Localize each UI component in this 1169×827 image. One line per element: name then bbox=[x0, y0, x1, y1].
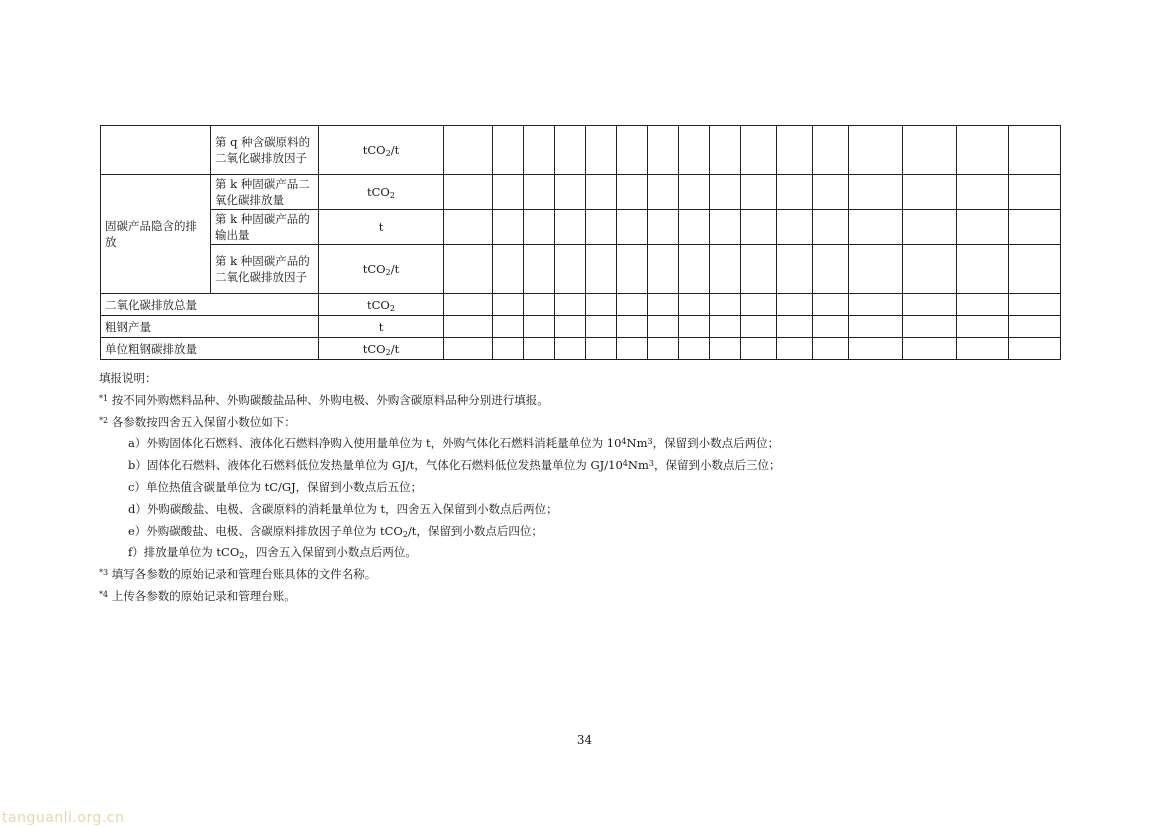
value-cell[interactable] bbox=[903, 245, 957, 294]
parameter-cell: 第 k 种固碳产品二氧化碳排放量 bbox=[211, 175, 319, 210]
value-cell[interactable] bbox=[617, 175, 648, 210]
value-cell[interactable] bbox=[957, 175, 1009, 210]
value-cell[interactable] bbox=[1009, 294, 1061, 316]
value-cell[interactable] bbox=[524, 338, 555, 360]
value-cell[interactable] bbox=[741, 245, 777, 294]
value-cell[interactable] bbox=[648, 338, 679, 360]
value-cell[interactable] bbox=[524, 316, 555, 338]
value-cell[interactable] bbox=[849, 316, 903, 338]
value-cell[interactable] bbox=[648, 316, 679, 338]
value-cell[interactable] bbox=[710, 126, 741, 175]
note-4: $^{*4}$ 上传各参数的原始记录和管理台账。 bbox=[99, 588, 296, 603]
value-cell[interactable] bbox=[555, 245, 586, 294]
value-cell[interactable] bbox=[849, 210, 903, 245]
table-row bbox=[101, 175, 1061, 210]
value-cell[interactable] bbox=[903, 175, 957, 210]
value-cell[interactable] bbox=[555, 316, 586, 338]
unit-cell: tCO$_2$/t bbox=[319, 338, 444, 360]
value-cell[interactable] bbox=[617, 294, 648, 316]
value-cell[interactable] bbox=[903, 126, 957, 175]
value-cell[interactable] bbox=[586, 210, 617, 245]
value-cell[interactable] bbox=[849, 126, 903, 175]
note-2-item-b: b）固体化石燃料、液体化石燃料低位发热量单位为 GJ/t，气体化石燃料低位发热量单位为 $GJ/10^4Nm^3$，保留到小数点后三位； bbox=[128, 458, 781, 473]
unit-cell: tCO$_2$/t bbox=[319, 245, 444, 294]
emissions-data-table bbox=[100, 125, 1061, 360]
value-cell[interactable] bbox=[813, 294, 849, 316]
value-cell[interactable] bbox=[813, 210, 849, 245]
value-cell[interactable] bbox=[710, 294, 741, 316]
value-cell[interactable] bbox=[524, 126, 555, 175]
value-cell[interactable] bbox=[903, 210, 957, 245]
value-cell[interactable] bbox=[741, 126, 777, 175]
category-cell: 固碳产品隐含的排放 bbox=[101, 175, 211, 294]
value-cell[interactable] bbox=[444, 175, 493, 210]
unit-cell: tCO$_2$ bbox=[319, 175, 444, 210]
value-cell[interactable] bbox=[524, 210, 555, 245]
unit-cell: tCO$_2$/t bbox=[319, 126, 444, 175]
value-cell[interactable] bbox=[586, 245, 617, 294]
value-cell[interactable] bbox=[710, 316, 741, 338]
table-row bbox=[101, 316, 1061, 338]
category-cell bbox=[101, 126, 211, 175]
value-cell[interactable] bbox=[493, 294, 524, 316]
value-cell[interactable] bbox=[777, 175, 813, 210]
value-cell[interactable] bbox=[957, 294, 1009, 316]
value-cell[interactable] bbox=[1009, 126, 1061, 175]
table-row bbox=[101, 126, 1061, 175]
note-2-item-a: a）外购固体化石燃料、液体化石燃料净购入使用量单位为 t，外购气体化石燃料消耗量单位为 $10^4Nm^3$，保留到小数点后两位； bbox=[128, 436, 780, 451]
value-cell[interactable] bbox=[777, 210, 813, 245]
category-cell: 粗钢产量 bbox=[101, 316, 319, 338]
value-cell[interactable] bbox=[777, 294, 813, 316]
value-cell[interactable] bbox=[903, 294, 957, 316]
unit-cell: t bbox=[319, 210, 444, 245]
value-cell[interactable] bbox=[493, 245, 524, 294]
value-cell[interactable] bbox=[524, 294, 555, 316]
watermark: tanguanli.org.cn bbox=[2, 810, 125, 826]
value-cell[interactable] bbox=[957, 126, 1009, 175]
value-cell[interactable] bbox=[903, 316, 957, 338]
page-number: 34 bbox=[576, 733, 593, 747]
table-row bbox=[101, 210, 1061, 245]
value-cell[interactable] bbox=[679, 245, 710, 294]
value-cell[interactable] bbox=[679, 294, 710, 316]
value-cell[interactable] bbox=[903, 338, 957, 360]
value-cell[interactable] bbox=[679, 175, 710, 210]
table-row bbox=[101, 294, 1061, 316]
value-cell[interactable] bbox=[586, 126, 617, 175]
table-row bbox=[101, 338, 1061, 360]
value-cell[interactable] bbox=[493, 126, 524, 175]
note-2: $^{*2}$ 各参数按四舍五入保留小数位如下： bbox=[99, 414, 296, 429]
category-cell: 二氧化碳排放总量 bbox=[101, 294, 319, 316]
unit-cell: tCO$_2$ bbox=[319, 294, 444, 316]
value-cell[interactable] bbox=[741, 338, 777, 360]
value-cell[interactable] bbox=[679, 126, 710, 175]
value-cell[interactable] bbox=[741, 175, 777, 210]
note-2-item-d: d）外购碳酸盐、电极、含碳原料的消耗量单位为 t，四舍五入保留到小数点后两位； bbox=[128, 501, 558, 516]
value-cell[interactable] bbox=[813, 316, 849, 338]
note-1: $^{*1}$ 按不同外购燃料品种、外购碳酸盐品种、外购电极、外购含碳原料品种分别进行填报。 bbox=[99, 392, 549, 407]
value-cell[interactable] bbox=[679, 316, 710, 338]
value-cell[interactable] bbox=[493, 316, 524, 338]
value-cell[interactable] bbox=[648, 294, 679, 316]
value-cell[interactable] bbox=[524, 245, 555, 294]
value-cell[interactable] bbox=[586, 316, 617, 338]
note-3: $^{*3}$ 填写各参数的原始记录和管理台账具体的文件名称。 bbox=[99, 567, 377, 582]
value-cell[interactable] bbox=[648, 210, 679, 245]
value-cell[interactable] bbox=[1009, 338, 1061, 360]
value-cell[interactable] bbox=[586, 338, 617, 360]
value-cell[interactable] bbox=[1009, 316, 1061, 338]
value-cell[interactable] bbox=[617, 126, 648, 175]
value-cell[interactable] bbox=[679, 210, 710, 245]
value-cell[interactable] bbox=[957, 210, 1009, 245]
value-cell[interactable] bbox=[741, 294, 777, 316]
parameter-cell: 第 k 种固碳产品的二氧化碳排放因子 bbox=[211, 245, 319, 294]
value-cell[interactable] bbox=[617, 316, 648, 338]
value-cell[interactable] bbox=[444, 210, 493, 245]
value-cell[interactable] bbox=[813, 338, 849, 360]
value-cell[interactable] bbox=[710, 210, 741, 245]
value-cell[interactable] bbox=[444, 316, 493, 338]
value-cell[interactable] bbox=[710, 245, 741, 294]
value-cell[interactable] bbox=[648, 175, 679, 210]
unit-cell: t bbox=[319, 316, 444, 338]
value-cell[interactable] bbox=[493, 338, 524, 360]
value-cell[interactable] bbox=[444, 338, 493, 360]
note-2-item-c: c）单位热值含碳量单位为 tC/GJ，保留到小数点后五位； bbox=[128, 479, 423, 494]
value-cell[interactable] bbox=[777, 245, 813, 294]
value-cell[interactable] bbox=[555, 338, 586, 360]
value-cell[interactable] bbox=[617, 210, 648, 245]
value-cell[interactable] bbox=[648, 126, 679, 175]
value-cell[interactable] bbox=[777, 126, 813, 175]
value-cell[interactable] bbox=[444, 126, 493, 175]
table-row bbox=[101, 245, 1061, 294]
value-cell[interactable] bbox=[849, 245, 903, 294]
value-cell[interactable] bbox=[1009, 175, 1061, 210]
value-cell[interactable] bbox=[849, 338, 903, 360]
value-cell[interactable] bbox=[444, 294, 493, 316]
filling-instructions bbox=[99, 368, 1059, 608]
parameter-cell: 第 q 种含碳原料的二氧化碳排放因子 bbox=[211, 126, 319, 175]
category-cell: 单位粗钢碳排放量 bbox=[101, 338, 319, 360]
value-cell[interactable] bbox=[617, 338, 648, 360]
value-cell[interactable] bbox=[493, 175, 524, 210]
value-cell[interactable] bbox=[555, 175, 586, 210]
value-cell[interactable] bbox=[1009, 245, 1061, 294]
value-cell[interactable] bbox=[555, 210, 586, 245]
value-cell[interactable] bbox=[710, 175, 741, 210]
value-cell[interactable] bbox=[555, 294, 586, 316]
notes-title: 填报说明： bbox=[99, 371, 157, 385]
parameter-cell: 第 k 种固碳产品的输出量 bbox=[211, 210, 319, 245]
value-cell[interactable] bbox=[493, 210, 524, 245]
value-cell[interactable] bbox=[813, 175, 849, 210]
value-cell[interactable] bbox=[813, 126, 849, 175]
value-cell[interactable] bbox=[710, 338, 741, 360]
value-cell[interactable] bbox=[617, 245, 648, 294]
value-cell[interactable] bbox=[444, 245, 493, 294]
value-cell[interactable] bbox=[957, 338, 1009, 360]
note-2-item-f: f）排放量单位为 tCO$_2$，四舍五入保留到小数点后两位。 bbox=[128, 545, 417, 561]
value-cell[interactable] bbox=[586, 294, 617, 316]
value-cell[interactable] bbox=[813, 245, 849, 294]
value-cell[interactable] bbox=[555, 126, 586, 175]
value-cell[interactable] bbox=[741, 316, 777, 338]
value-cell[interactable] bbox=[849, 175, 903, 210]
note-2-item-e: e）外购碳酸盐、电极、含碳原料排放因子单位为 tCO$_2$/t，保留到小数点后四位； bbox=[128, 523, 543, 539]
value-cell[interactable] bbox=[586, 175, 617, 210]
value-cell[interactable] bbox=[741, 210, 777, 245]
value-cell[interactable] bbox=[1009, 210, 1061, 245]
value-cell[interactable] bbox=[957, 245, 1009, 294]
value-cell[interactable] bbox=[524, 175, 555, 210]
value-cell[interactable] bbox=[777, 338, 813, 360]
value-cell[interactable] bbox=[679, 338, 710, 360]
value-cell[interactable] bbox=[957, 316, 1009, 338]
value-cell[interactable] bbox=[648, 245, 679, 294]
value-cell[interactable] bbox=[849, 294, 903, 316]
value-cell[interactable] bbox=[777, 316, 813, 338]
